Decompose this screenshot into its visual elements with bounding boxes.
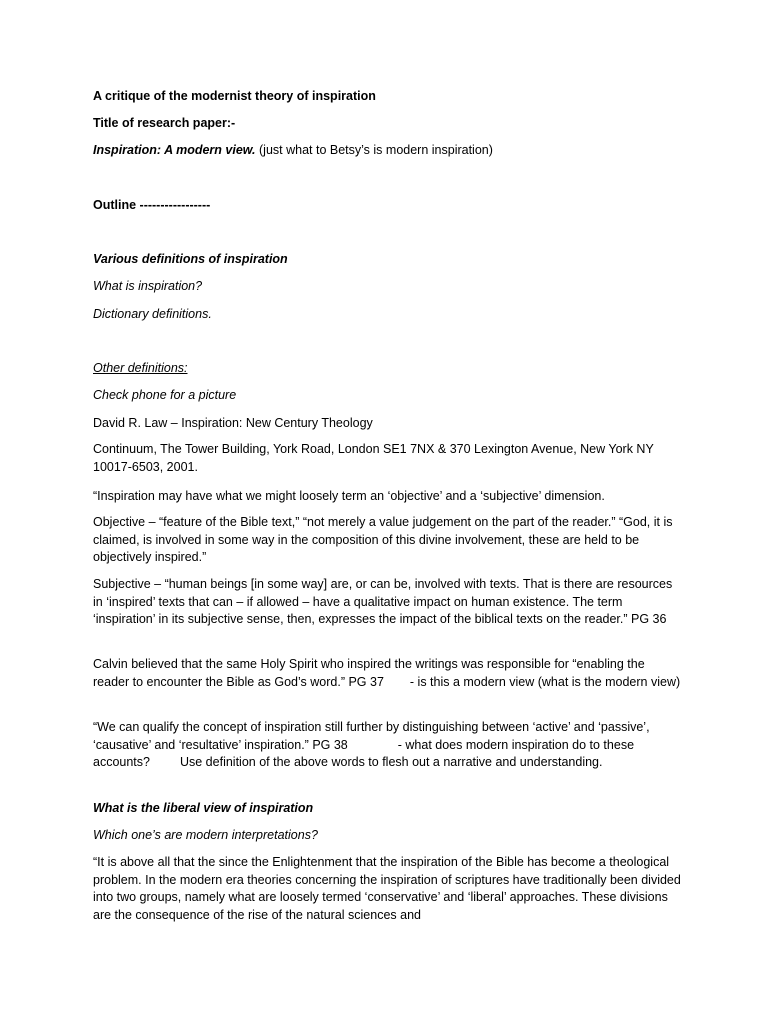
question-modern-interpretations: Which one’s are modern interpretations? bbox=[93, 828, 318, 842]
paper-title-note: (just what to Betsy’s is modern inspiration) bbox=[255, 143, 493, 157]
citation-publisher: Continuum, The Tower Building, York Road, London SE1 7NX & 370 Lexington Avenue, New York NY 10017-6503, 2001. bbox=[93, 442, 654, 474]
qualify-note-2: Use definition of the above words to flesh out a narrative and understanding. bbox=[179, 755, 603, 769]
subjective-paragraph: Subjective – “human beings [in some way] are, or can be, involved with texts. That is there are resources in ‘inspired’ texts that can – if allowed – have a qualitative impact on human existence. The term ‘inspiration’ in its subjective sense, then, expresses the impact of the biblical texts on the reader.” PG 36 bbox=[93, 577, 673, 626]
qualify-quote: “We can qualify the concept of inspiration still further by distinguishing between ‘active’ and ‘passive’, ‘causative’ and ‘resultative’ inspiration.” PG 38 bbox=[93, 720, 650, 752]
qualify-note-1: - what does modern inspiration do to these accounts? bbox=[93, 737, 635, 769]
section-liberal-view: What is the liberal view of inspiration bbox=[93, 801, 314, 815]
calvin-note: - is this a modern view (what is the modern view) bbox=[409, 674, 681, 689]
paper-title-line bbox=[93, 141, 493, 159]
calvin-quote: Calvin believed that the same Holy Spirit who inspired the writings was responsible for “enabling the reader to encounter the Bible as God’s word.” PG 37 bbox=[93, 657, 645, 689]
calvin-paragraph bbox=[93, 656, 683, 691]
citation-author: David R. Law – Inspiration: New Century Theology bbox=[93, 416, 373, 430]
dictionary-definitions: Dictionary definitions. bbox=[93, 307, 212, 321]
quote-objective-subjective: “Inspiration may have what we might loosely term an ‘objective’ and a ‘subjective’ dimension. bbox=[93, 489, 605, 503]
enlightenment-paragraph: “It is above all that the since the Enlightenment that the inspiration of the Bible has become a theological problem. In the modern era theories concerning the inspiration of scriptures have traditionally been divided into two groups, namely what are loosely termed ‘conservative’ and ‘liberal’ approaches. These divisions are the consequence of the rise of the natural sciences and bbox=[93, 855, 681, 922]
qualify-paragraph bbox=[93, 719, 683, 772]
section-definitions: Various definitions of inspiration bbox=[93, 252, 288, 266]
other-definitions: Other definitions: bbox=[93, 361, 188, 375]
outline-heading: Outline ----------------- bbox=[93, 198, 211, 212]
title-label: Title of research paper:- bbox=[93, 116, 236, 130]
paper-title: Inspiration: A modern view. bbox=[93, 143, 256, 157]
document-heading: A critique of the modernist theory of inspiration bbox=[93, 89, 376, 103]
question-what-is-inspiration: What is inspiration? bbox=[93, 279, 203, 293]
check-phone-note: Check phone for a picture bbox=[93, 388, 237, 402]
objective-paragraph: Objective – “feature of the Bible text,” “not merely a value judgement on the part of the reader.” “God, it is claimed, is involved in some way in the composition of this divine involvement, these are held to be objectively inspired.” bbox=[93, 515, 673, 564]
